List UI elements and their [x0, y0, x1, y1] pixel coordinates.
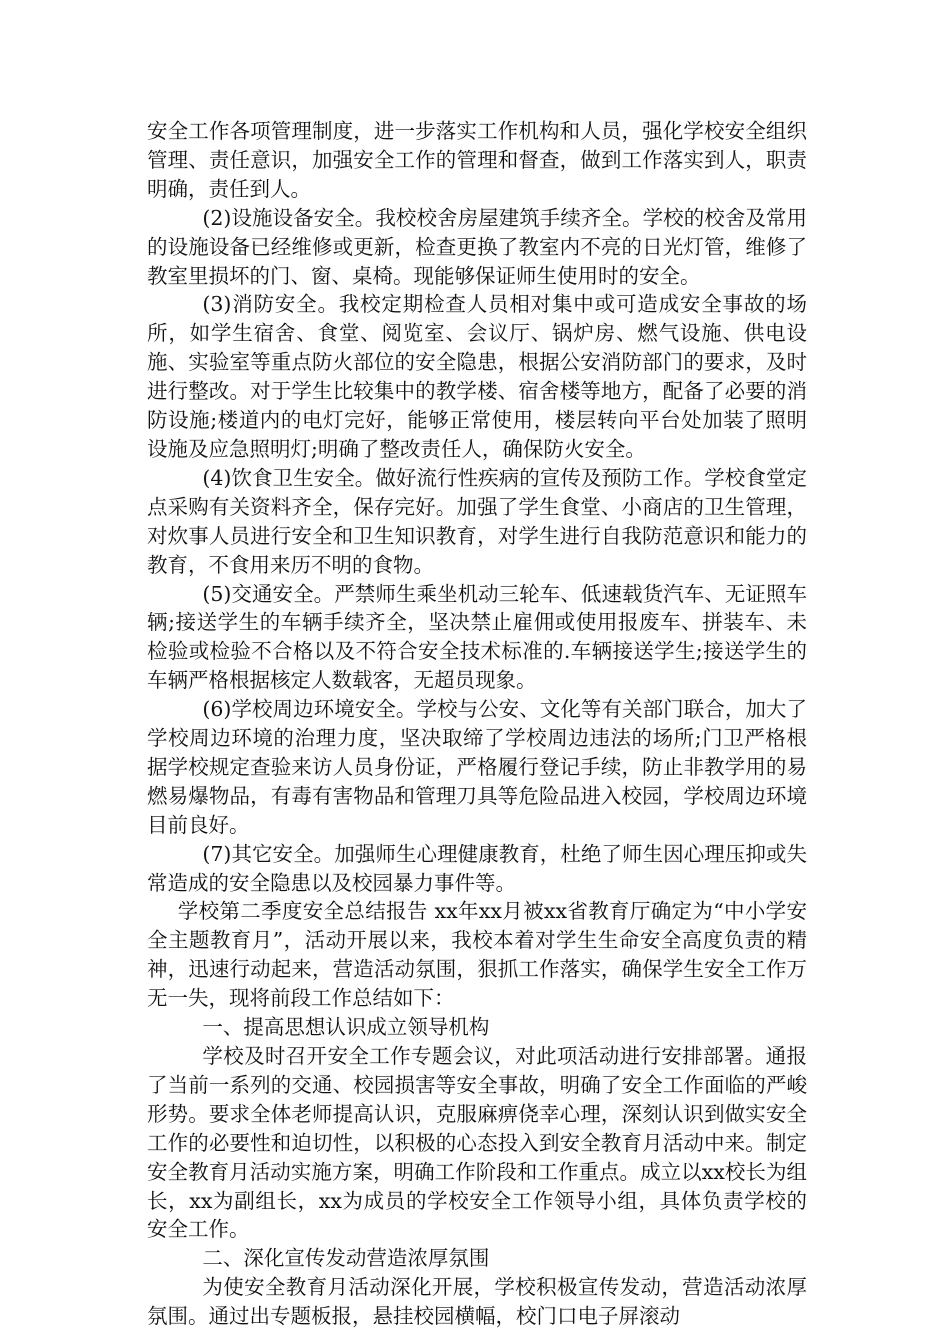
paragraph-publicity: 为使安全教育月活动深化开展，学校积极宣传发动，营造活动浓厚氛围。通过出专题板报，悬挂校园横幅，校门口电子屏滚动	[147, 1275, 807, 1329]
paragraph-environment-safety: (6)学校周边环境安全。学校与公安、文化等有关部门联合，加大了学校周边环境的治理力度，坚决取缔了学校周边违法的场所;门卫严格根据学校规定查验来访人员身份证，严格履行登记手续，防止非教学用的易燃易爆物品，有毒有害物品和管理刀具等危险品进入校园，学校周边环境目前良好。	[147, 697, 807, 837]
paragraph-facilities-safety: (2)设施设备安全。我校校舍房屋建筑手续齐全。学校的校舍及常用的设施设备已经维修或更新，检查更换了教室内不亮的日光灯管，维修了教室里损坏的门、窗、桌椅。现能够保证师生使用时的安全。	[147, 205, 807, 288]
paragraph-traffic-safety: (5)交通安全。严禁师生乘坐机动三轮车、低速载货汽车、无证照车辆;接送学生的车辆手续齐全，坚决禁止雇佣或使用报废车、拼装车、未检验或检验不合格以及不符合安全技术标准的.车辆接送学生;接送学生的车辆严格根据核定人数载客，无超员现象。	[147, 581, 807, 693]
paragraph-report-intro: 学校第二季度安全总结报告 xx年xx月被xx省教育厅确定为“中小学安全主题教育月”，活动开展以来，我校本着对学生生命安全高度负责的精神，迅速行动起来，营造活动氛围，狠抓工作落实，确保学生安全工作万无一失，现将前段工作总结如下：	[147, 899, 807, 1011]
paragraph-leadership: 学校及时召开安全工作专题会议，对此项活动进行安排部署。通报了当前一系列的交通、校园损害等安全事故，明确了安全工作面临的严峻形势。要求全体老师提高认识，克服麻痹侥幸心理，深刻认识到做实安全工作的必要性和迫切性，以积极的心态投入到安全教育月活动中来。制定安全教育月活动实施方案，明确工作阶段和工作重点。成立以xx校长为组长，xx为副组长，xx为成员的学校安全工作领导小组，具体负责学校的安全工作。	[147, 1044, 807, 1242]
paragraph-food-safety: (4)饮食卫生安全。做好流行性疾病的宣传及预防工作。学校食堂定点采购有关资料齐全，保存完好。加强了学生食堂、小商店的卫生管理，对炊事人员进行安全和卫生知识教育，对学生进行自我防范意识和能力的教育，不食用来历不明的食物。	[147, 465, 807, 577]
paragraph-fire-safety: (3)消防安全。我校定期检查人员相对集中或可造成安全事故的场所，如学生宿舍、食堂、阅览室、会议厅、锅炉房、燃气设施、供电设施、实验室等重点防火部位的安全隐患，根据公安消防部门的要求，及时进行整改。对于学生比较集中的教学楼、宿舍楼等地方，配备了必要的消防设施;楼道内的电灯完好，能够正常使用，楼层转向平台处加装了照明设施及应急照明灯;明确了整改责任人，确保防火安全。	[147, 292, 807, 461]
paragraph-safety-system: 安全工作各项管理制度，进一步落实工作机构和人员，强化学校安全组织管理、责任意识，加强安全工作的管理和督查，做到工作落实到人，职责明确，责任到人。	[147, 119, 807, 201]
section-heading-2: 二、深化宣传发动营造浓厚氛围	[202, 1246, 490, 1271]
paragraph-other-safety: (7)其它安全。加强师生心理健康教育，杜绝了师生因心理压抑或失常造成的安全隐患以及校园暴力事件等。	[147, 841, 807, 895]
section-heading-1: 一、提高思想认识成立领导机构	[202, 1015, 490, 1040]
document-page	[147, 117, 807, 1331]
